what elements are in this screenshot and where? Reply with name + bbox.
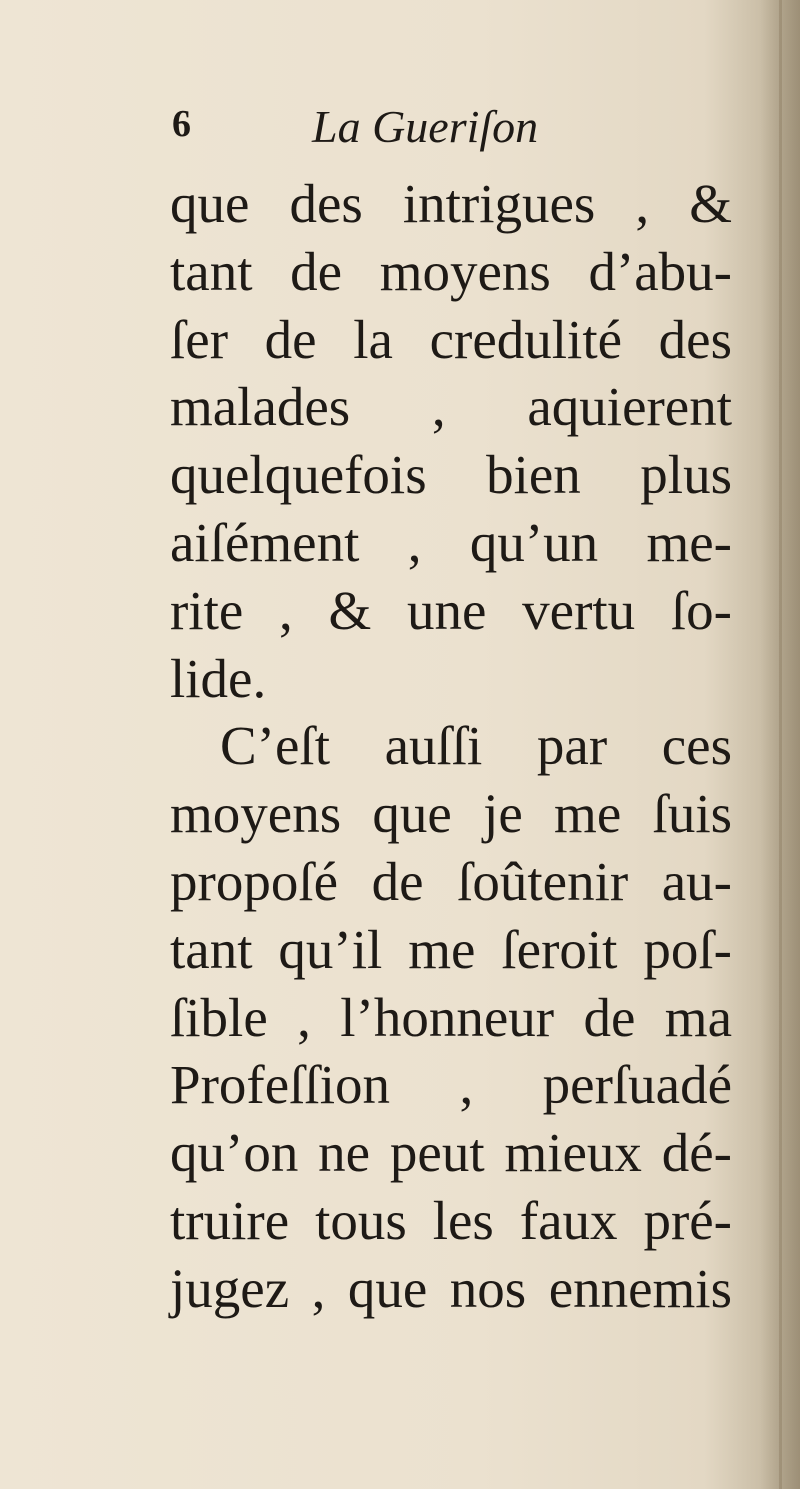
text-line: aiſément , qu’un me- xyxy=(170,511,732,573)
text-line: propoſé de ſoûtenir au- xyxy=(170,850,732,912)
text-line: tant de moyens d’abu- xyxy=(170,240,732,302)
text-line: malades , aquierent xyxy=(170,376,732,438)
text-line: jugez , que nos ennemis xyxy=(170,1257,732,1319)
binding-gutter-shadow xyxy=(760,0,800,1489)
page-header xyxy=(172,100,732,160)
text-line: qu’on ne peut mieux dé- xyxy=(170,1122,732,1184)
text-line: que des intrigues , & xyxy=(170,173,732,234)
page-number: 6 xyxy=(172,103,191,145)
text-line: moyens que je me ſuis xyxy=(170,783,732,845)
text-line: quelquefois bien plus xyxy=(170,444,732,506)
running-title: La Gueriſon xyxy=(312,101,539,152)
body-text xyxy=(170,170,732,1323)
text-line: truire tous les faux pré- xyxy=(170,1189,732,1251)
text-line: rite , & une vertu ſo- xyxy=(170,579,732,641)
text-line: tant qu’il me ſeroit poſ- xyxy=(170,918,732,980)
text-line: ſer de la credulité des xyxy=(170,308,732,370)
paragraph-start-line: C’eſt auſſi par ces xyxy=(220,715,732,777)
text-line: lide. xyxy=(170,647,267,709)
text-line: Profeſſion , perſuadé xyxy=(170,1054,732,1116)
text-line: ſible , l’honneur de ma xyxy=(170,986,732,1048)
